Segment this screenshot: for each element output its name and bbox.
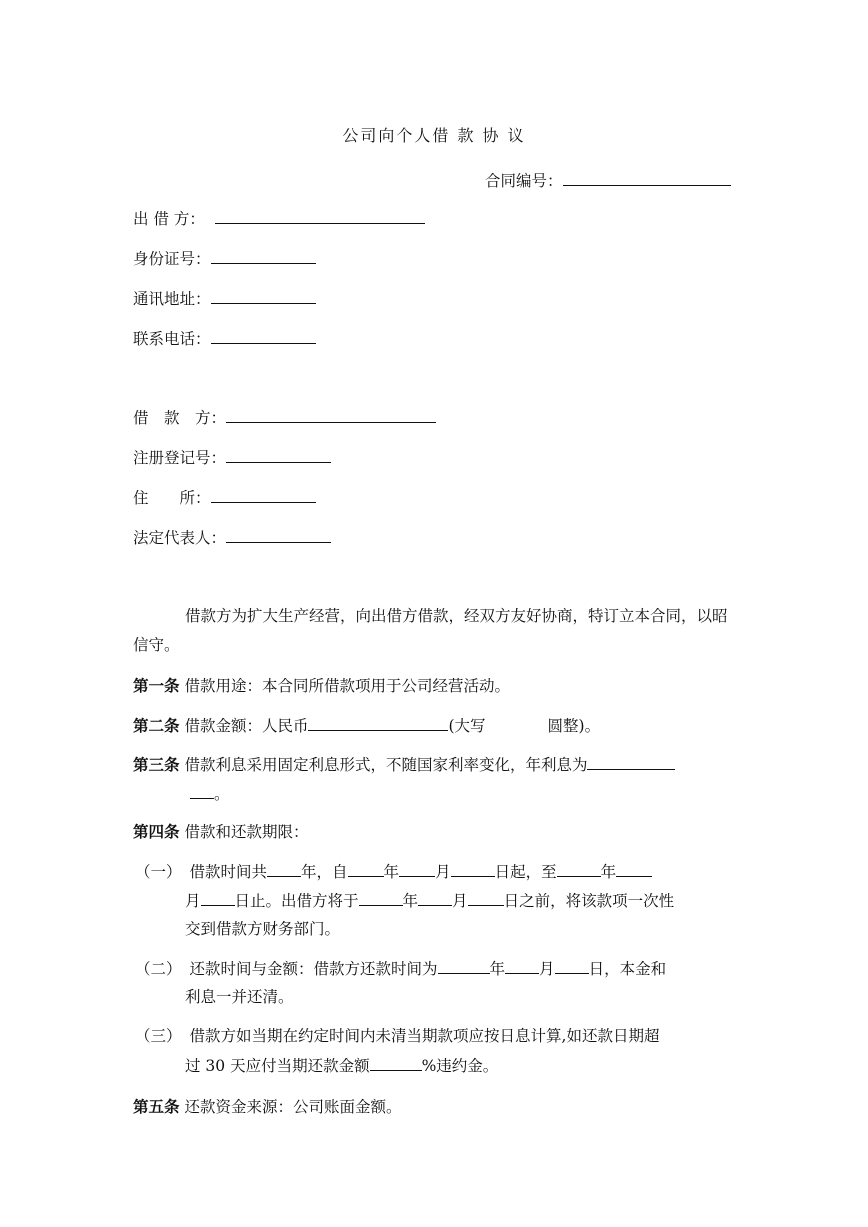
start-year-blank [348,861,384,877]
item-1-text-e: 日起，至 [494,863,557,881]
article-5-text: 还款资金来源：公司账面金额。 [179,1098,402,1116]
item-1-text-d: 月 [435,863,451,881]
contract-number-blank [563,170,731,186]
borrower-rep-label: 法定代表人： [133,529,227,547]
article-3 [133,754,675,775]
borrower-name-line [133,407,436,428]
item-1-text-g: 月 [185,892,201,910]
repay-year-blank [438,958,490,974]
item-2-text-b: 年 [489,960,506,978]
end-year-blank [557,861,601,877]
article-4 [133,822,308,842]
lender-address-line [133,288,316,309]
item-1-number: （一） [135,863,182,881]
article-2-text-3: 圆整)。 [547,717,601,735]
borrower-domicile-line [133,487,316,508]
borrower-name-label: 借 款 方： [133,409,227,427]
article-1-text: 借款用途：本合同所借款项用于公司经营活动。 [179,677,510,695]
lender-name-blank [215,208,425,224]
item-1-text-f: 年 [600,863,617,881]
article-5-heading: 第五条 [133,1097,180,1116]
lender-phone-blank [211,328,316,344]
article-4-heading: 第四条 [133,822,180,841]
article-1 [133,676,510,696]
borrower-reg-line [133,447,331,468]
article-4-item-2-line-2: 利息一并还清。 [185,988,294,1006]
item-2-text-d: 日，本金和 [588,960,667,978]
article-3-tail: 。 [214,785,230,803]
article-4-item-1-line-1 [135,861,652,882]
item-1-text-b: 年，自 [301,863,348,881]
item-3-text-a: 借款方如当期在约定时间内未清当期款项应按日息计算,如还款日期超 [189,1027,660,1045]
amount-blank [308,715,448,731]
item-1-text-c: 年 [383,863,400,881]
item-2-text-c: 月 [539,960,555,978]
interest-blank-2 [190,783,214,799]
borrower-domicile-label: 住 所： [133,489,211,507]
lender-name-label: 出 借 方： [133,210,205,228]
item-1-text-h: 日止。出借方将于 [234,892,359,910]
loan-years-blank [267,861,301,877]
lender-name-line [133,208,425,229]
borrower-reg-blank [226,447,331,463]
end-month-blank-a [616,861,652,877]
contract-number-line [485,170,731,191]
item-3-text-b: 过 30 天应付当期还款金额 [185,1057,370,1075]
lender-phone-line [133,328,316,349]
article-4-item-3-line-1 [135,1026,659,1046]
start-day-blank [451,861,495,877]
lender-address-label: 通讯地址： [133,290,211,308]
article-2-text-2: (大写 [448,717,486,735]
document-title: 公司向个人借 款 协 议 [342,126,526,145]
intro-paragraph: 借款方为扩大生产经营，向出借方借款，经双方友好协商，特订立本合同，以昭信守。 [133,607,728,654]
lender-id-line [133,248,316,269]
article-3-text: 借款利息采用固定利息形式，不随国家利率变化，年利息为 [179,756,588,774]
article-4-item-1-line-2 [185,890,674,911]
item-1-text-a: 借款时间共 [189,863,268,881]
article-2-heading: 第二条 [133,716,180,735]
pay-day-blank [468,890,504,906]
repay-month-blank [505,958,539,974]
borrower-reg-label: 注册登记号： [133,449,227,467]
pay-month-blank [418,890,452,906]
item-1-text-i: 年 [402,892,419,910]
article-4-text: 借款和还款期限： [179,823,309,841]
repay-day-blank [555,958,589,974]
article-2-text-1: 借款金额：人民币 [179,717,309,735]
borrower-rep-blank [226,527,331,543]
article-3-heading: 第三条 [133,755,180,774]
borrower-name-blank [226,407,436,423]
item-2-number: （二） [135,960,182,978]
end-day-blank [201,890,235,906]
item-2-text-a: 还款时间与金额：借款方还款时间为 [189,960,438,978]
article-5 [133,1097,401,1117]
pay-year-blank [359,890,403,906]
borrower-rep-line [133,527,331,548]
article-4-item-1-line-3: 交到借款方财务部门。 [185,920,341,938]
borrower-domicile-blank [211,487,316,503]
article-4-item-2-line-1 [135,958,666,979]
start-month-blank [399,861,435,877]
item-3-text-c: %违约金。 [421,1057,499,1075]
contract-number-label: 合同编号： [485,172,563,190]
lender-id-label: 身份证号： [133,250,211,268]
article-4-item-3-line-2 [185,1055,498,1076]
article-1-heading: 第一条 [133,676,180,695]
penalty-percent-blank [370,1055,422,1071]
item-3-number: （三） [135,1027,182,1045]
lender-address-blank [211,288,316,304]
interest-blank-1 [587,754,675,770]
article-2 [133,715,600,736]
lender-phone-label: 联系电话： [133,330,211,348]
item-1-text-j: 月 [452,892,468,910]
lender-id-blank [211,248,316,264]
item-1-text-k: 日之前，将该款项一次性 [503,892,675,910]
article-3-cont [190,783,230,804]
